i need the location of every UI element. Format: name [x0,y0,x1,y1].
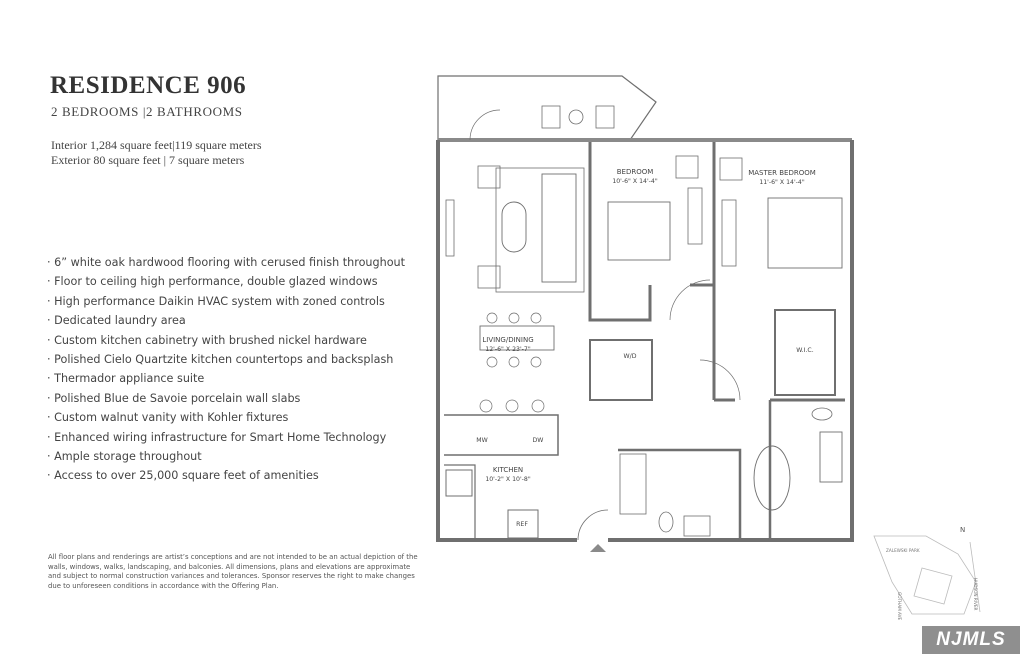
feature-item: · 6” white oak hardwood flooring with cerused finish throughout [47,253,405,272]
feature-item: · High performance Daikin HVAC system with zoned controls [47,292,405,311]
kitchen-dimension: 10'-2" X 10'-8" [485,476,531,483]
balcony-chair [596,106,614,128]
street-label: GOTHAM AVE [897,592,902,621]
feature-item: · Access to over 25,000 square feet of amenities [47,466,405,485]
shower [620,454,646,514]
armchair [478,166,500,188]
interior-area: Interior 1,284 square feet|119 square meters [51,138,262,152]
living-label: LIVING/DINING [482,336,534,344]
sink [684,516,710,536]
bedroom-armchair [676,156,698,178]
range [446,470,472,496]
refrigerator-label: REF [516,521,528,528]
feature-item: · Polished Cielo Quartzite kitchen countertops and backsplash [47,350,405,369]
kitchen-wall [444,415,558,455]
dining-chair [531,357,541,367]
site-parcel [914,568,952,604]
bed [608,202,670,260]
bar-stool [480,400,492,412]
dresser [688,188,702,244]
feature-item: · Enhanced wiring infrastructure for Smart Home Technology [47,428,405,447]
bedroom-label: BEDROOM [616,168,654,176]
washer-dryer-label: W/D [623,353,637,360]
microwave-label: MW [476,437,488,444]
kitchen-label: KITCHEN [492,466,524,474]
vanity [820,432,842,482]
dining-chair [531,313,541,323]
bar-stool [532,400,544,412]
floor-plan [430,70,860,555]
master-bedroom-label: MASTER BEDROOM [748,169,816,177]
feature-item: · Dedicated laundry area [47,311,405,330]
site-map [868,522,988,622]
dining-chair [509,357,519,367]
bath-wall [618,450,740,540]
feature-item: · Custom walnut vanity with Kohler fixtures [47,408,405,427]
north-indicator: N [960,526,966,534]
dining-chair [487,313,497,323]
balcony-chair [542,106,560,128]
living-dimension: 12'-6" X 23'-7" [485,346,531,353]
feature-item: · Ample storage throughout [47,447,405,466]
feature-item: · Polished Blue de Savoie porcelain wall slabs [47,389,405,408]
laundry-wall [590,340,652,400]
dishwasher-label: DW [532,437,544,444]
balcony-outline [438,76,656,140]
hall-door [700,360,740,400]
master-bed [768,198,842,268]
walk-in-closet-label: W.I.C. [796,347,814,354]
dining-chair [487,357,497,367]
rug [496,168,584,292]
master-bedroom-dimension: 11'-6" X 14'-4" [759,179,805,186]
area-block [51,138,262,168]
tv-unit [446,200,454,256]
bar-stool [506,400,518,412]
sofa [542,174,576,282]
exterior-area: Exterior 80 square feet | 7 square meters [51,153,245,167]
rooms-subtitle: 2 BEDROOMS |2 BATHROOMS [51,104,243,119]
entry-marker [590,544,606,552]
feature-list [47,253,405,486]
disclaimer-text: All floor plans and renderings are artist’s conceptions and are not intended to be an actual depiction of the walls, windows, walks, landscaping, and balconies. All dimensions, plans and elevations are approximate and subject to normal construction variances and tolerances. Sponsor reserves the right to make changes due to unforeseen conditions in accordance with the Offering Plan. [48,553,418,590]
coffee-table [502,202,526,252]
bathtub [754,446,790,510]
park-label: ZALEWSKI PARK [886,548,920,553]
balcony-door-swing [470,110,500,140]
river-label: HUDSON RIVER [973,578,978,611]
toilet [659,512,673,532]
kitchen-counter [444,465,475,540]
balcony-table [569,110,583,124]
dining-chair [509,313,519,323]
feature-item: · Custom kitchen cabinetry with brushed nickel hardware [47,331,405,350]
bedroom-dimension: 10'-6" X 14'-4" [612,178,658,185]
toilet [812,408,832,420]
residence-title: RESIDENCE 906 [50,72,247,99]
feature-item: · Floor to ceiling high performance, double glazed windows [47,272,405,291]
master-armchair [720,158,742,180]
master-dresser [722,200,736,266]
armchair [478,266,500,288]
njmls-logo: NJMLS [922,626,1020,654]
feature-item: · Thermador appliance suite [47,369,405,388]
entry-door [578,510,608,540]
